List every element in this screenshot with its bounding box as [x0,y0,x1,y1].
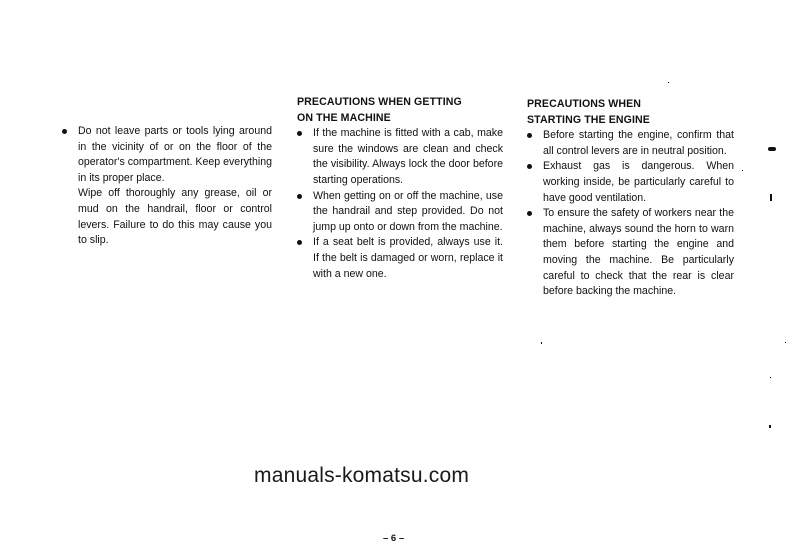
heading-line: PRECAUTIONS WHEN GETTING [297,96,462,108]
bullet-item [62,124,272,186]
scan-speck [770,377,771,378]
bullet-icon [527,164,532,169]
bullet-text: Exhaust gas is dangerous. When working inside, be particularly careful to have good ventilation. [543,160,734,204]
bullet-icon [297,240,302,245]
heading-line: PRECAUTIONS WHEN [527,98,642,110]
scan-speck [668,82,669,83]
bullet-icon [297,131,302,136]
scan-speck [541,342,542,344]
bullet-item [297,189,503,236]
scan-speck [742,170,743,171]
page-number: – 6 – [383,533,405,544]
watermark: manuals-komatsu.com [254,464,470,487]
bullet-icon [527,133,532,138]
middle-column [297,95,503,282]
bullet-text: To ensure the safety of workers near the machine, always sound the horn to warn them before starting the engine and moving the machine. Be particularly careful to check that the rear is clear before backing the machine. [543,207,734,298]
bullet-text: When getting on or off the machine, use the handrail and step provided. Do not jump up onto or down from the machine. [313,189,503,233]
heading-line: STARTING THE ENGINE [527,113,650,126]
bullet-item [297,235,503,282]
heading-line: ON THE MACHINE [297,111,391,124]
scan-speck [768,147,776,151]
scan-speck [770,194,772,201]
bullet-icon [62,129,67,134]
bullet-text: Before starting the engine, confirm that all control levers are in neutral position. [543,129,734,157]
bullet-icon [297,194,302,199]
bullet-text: If a seat belt is provided, always use it. If the belt is damaged or worn, replace it with a new one. [313,236,503,280]
scan-speck [785,342,786,343]
scan-speck [769,425,771,428]
section-heading [527,97,734,128]
bullet-item [527,128,734,159]
right-column [527,97,734,300]
bullet-text: Do not leave parts or tools lying around in the vicinity of or on the floor of the operator's compartment. Keep everything in its proper place. [78,125,272,184]
left-column [62,124,272,249]
bullet-item [297,126,503,188]
bullet-icon [527,211,532,216]
continuation-text: Wipe off thoroughly any grease, oil or mud on the handrail, floor or control levers. Failure to do this may cause you to slip. [78,187,272,247]
bullet-item [527,206,734,300]
bullet-text: If the machine is fitted with a cab, make sure the windows are clean and check the visibility. Always lock the door before starting operations. [313,127,503,186]
section-heading [297,95,503,126]
bullet-item [527,159,734,206]
